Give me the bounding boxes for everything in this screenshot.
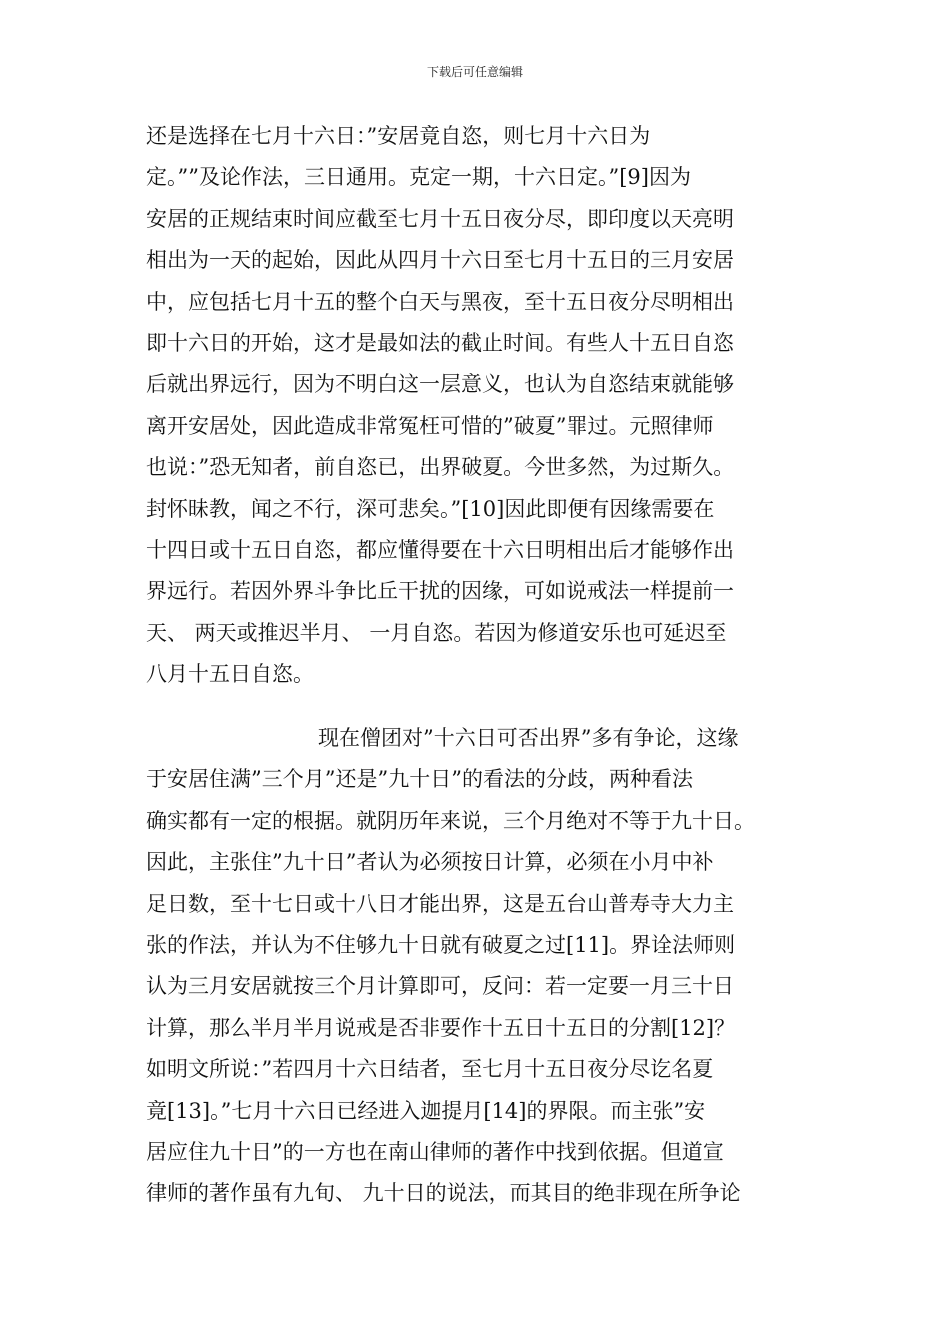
text-line: 还是选择在七月十六日：”安居竟自恣，则七月十六日为 bbox=[146, 124, 651, 148]
text-line: 即十六日的开始，这才是最如法的截止时间。有些人十五日自恣 bbox=[146, 330, 734, 355]
text-line: 十四日或十五日自恣，都应懂得要在十六日明相出后才能够作出 bbox=[146, 537, 734, 562]
text-line: 计算，那么半月半月说戒是否非要作十五日十五日的分割[12]？ bbox=[146, 1015, 736, 1040]
text-line: 居应住九十日”的一方也在南山律师的著作中找到依据。但道宣 bbox=[146, 1139, 724, 1164]
text-line: 确实都有一定的根据。就阴历年来说，三个月绝对不等于九十日。 bbox=[146, 808, 755, 833]
text-line: 律师的著作虽有九旬、 九十日的说法，而其目的绝非现在所争论 bbox=[146, 1181, 741, 1206]
text-line: 因此，主张住”九十日”者认为必须按日计算，必须在小月中补 bbox=[146, 850, 714, 875]
page-header: 下载后可任意编辑 bbox=[426, 65, 523, 79]
text-line: 竟[13]。”七月十六日已经进入迦提月[14]的界限。而主张”安 bbox=[146, 1098, 706, 1123]
text-line: 离开安居处，因此造成非常冤枉可惜的”破夏”罪过。元照律师 bbox=[146, 413, 714, 438]
paragraph-2 bbox=[146, 718, 810, 1215]
text-line: 后就出界远行，因为不明白这一层意义，也认为自恣结束就能够 bbox=[146, 372, 734, 397]
text-line: 于安居住满”三个月”还是”九十日”的看法的分歧，两种看法 bbox=[146, 767, 693, 792]
text-line-indented: 现在僧团对”十六日可否出界”多有争论，这缘 bbox=[318, 726, 739, 750]
text-line: 也说：”恐无知者，前自恣已，出界破夏。今世多然，为过斯久。 bbox=[146, 455, 735, 480]
text-line: 相出为一天的起始，因此从四月十六日至七月十五日的三月安居 bbox=[146, 248, 734, 273]
text-line: 中，应包括七月十五的整个白天与黑夜，至十五日夜分尽明相出 bbox=[146, 289, 734, 314]
text-line: 张的作法，并认为不住够九十日就有破夏之过[11]。界诠法师则 bbox=[146, 932, 736, 957]
text-line: 定。””及论作法，三日通用。克定一期，十六日定。”[9]因为 bbox=[146, 165, 691, 190]
text-line: 足日数，至十七日或十八日才能出界，这是五台山普寿寺大力主 bbox=[146, 891, 734, 916]
text-line: 天、 两天或推迟半月、 一月自恣。若因为修道安乐也可延迟至 bbox=[146, 620, 727, 645]
text-line: 安居的正规结束时间应截至七月十五日夜分尽，即印度以天亮明 bbox=[146, 206, 734, 231]
text-line: 封怀昧教，闻之不行，深可悲矣。”[10]因此即便有因缘需要在 bbox=[146, 496, 715, 521]
text-line: 认为三月安居就按三个月计算即可，反问：若一定要一月三十日 bbox=[146, 974, 734, 999]
text-line: 如明文所说：”若四月十六日结者，至七月十五日夜分尽讫名夏 bbox=[146, 1057, 714, 1082]
text-line: 八月十五日自恣。 bbox=[146, 662, 314, 687]
text-line: 界远行。若因外界斗争比丘干扰的因缘，可如说戒法一样提前一 bbox=[146, 579, 734, 604]
paragraph-1 bbox=[146, 116, 810, 695]
